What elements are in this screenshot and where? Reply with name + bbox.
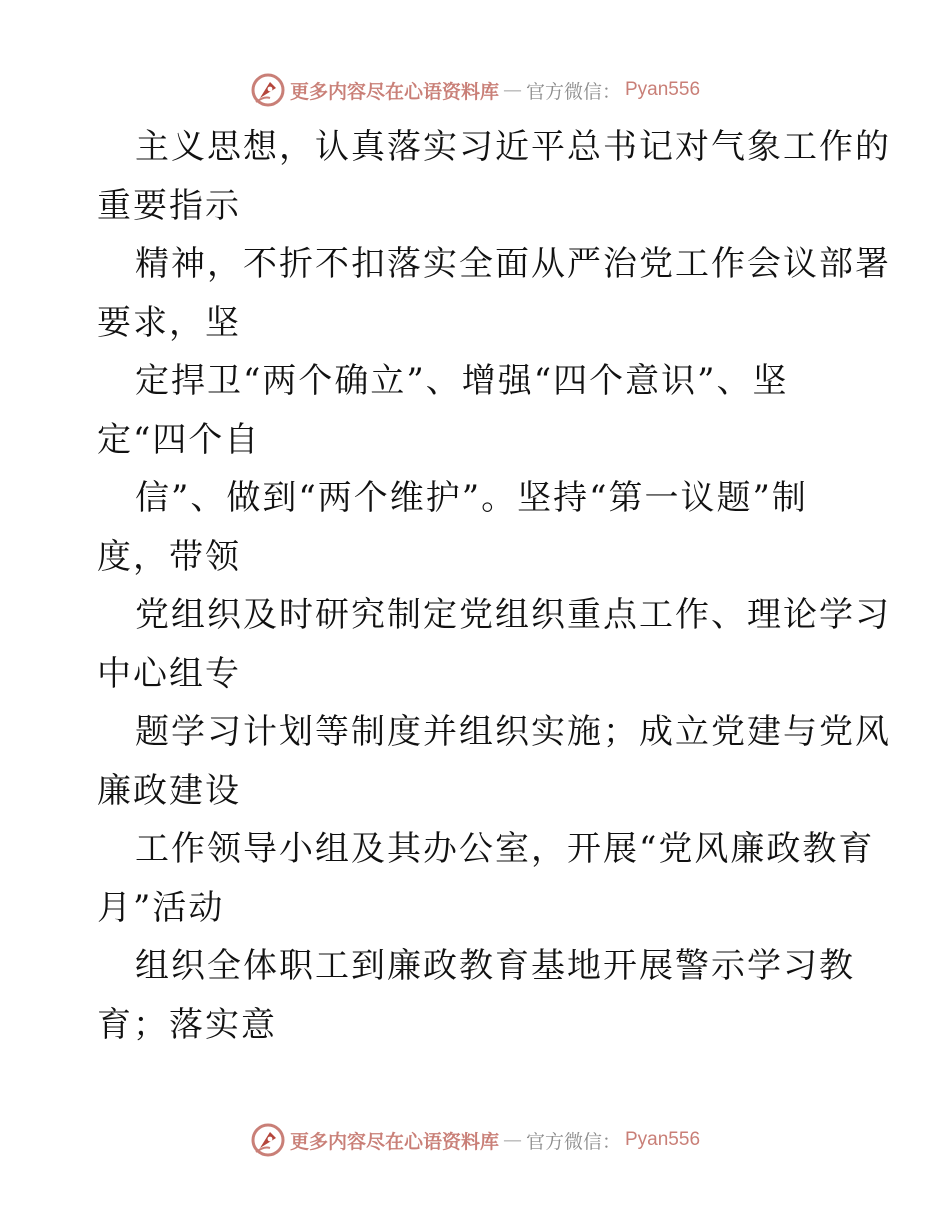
text-line: 定“四个自	[97, 419, 261, 460]
text-line: 主义思想，认真落实习近平总书记对气象工作的	[135, 127, 891, 167]
watermark-contact-label: 官方微信：	[525, 80, 621, 103]
footer-watermark	[0, 1120, 950, 1160]
watermark-text: 更多内容尽在心语资料库	[289, 1130, 499, 1153]
text-line: 度，带领	[97, 536, 241, 577]
pen-nib-logo-icon	[250, 1122, 286, 1158]
text-line: 月”活动	[97, 887, 225, 928]
watermark-dash: —	[502, 79, 522, 101]
text-line: 廉政建设	[97, 770, 241, 811]
pen-nib-logo-icon	[250, 72, 286, 108]
text-line: 题学习计划等制度并组织实施；成立党建与党风	[135, 712, 891, 752]
text-line: 党组织及时研究制定党组织重点工作、理论学习	[135, 595, 891, 635]
watermark-contact-id: Pyan556	[625, 79, 701, 100]
header-watermark	[0, 70, 950, 110]
watermark-dash: —	[502, 1129, 522, 1151]
text-line: 要求，坚	[97, 302, 241, 343]
text-line: 定捍卫“两个确立”、增强“四个意识”、坚	[135, 361, 789, 401]
text-line: 重要指示	[97, 185, 241, 226]
watermark-text: 更多内容尽在心语资料库	[289, 80, 499, 103]
text-line: 信”、做到“两个维护”。坚持“第一议题”制	[135, 478, 808, 518]
text-line: 工作领导小组及其办公室，开展“党风廉政教育	[135, 829, 875, 869]
document-body	[97, 118, 891, 1054]
text-line: 组织全体职工到廉政教育基地开展警示学习教	[135, 946, 855, 986]
text-line: 育；落实意	[97, 1004, 277, 1045]
watermark-contact-label: 官方微信：	[525, 1130, 621, 1153]
watermark-contact-id: Pyan556	[625, 1129, 701, 1150]
text-line: 精神，不折不扣落实全面从严治党工作会议部署	[135, 244, 891, 284]
text-line: 中心组专	[97, 653, 241, 694]
